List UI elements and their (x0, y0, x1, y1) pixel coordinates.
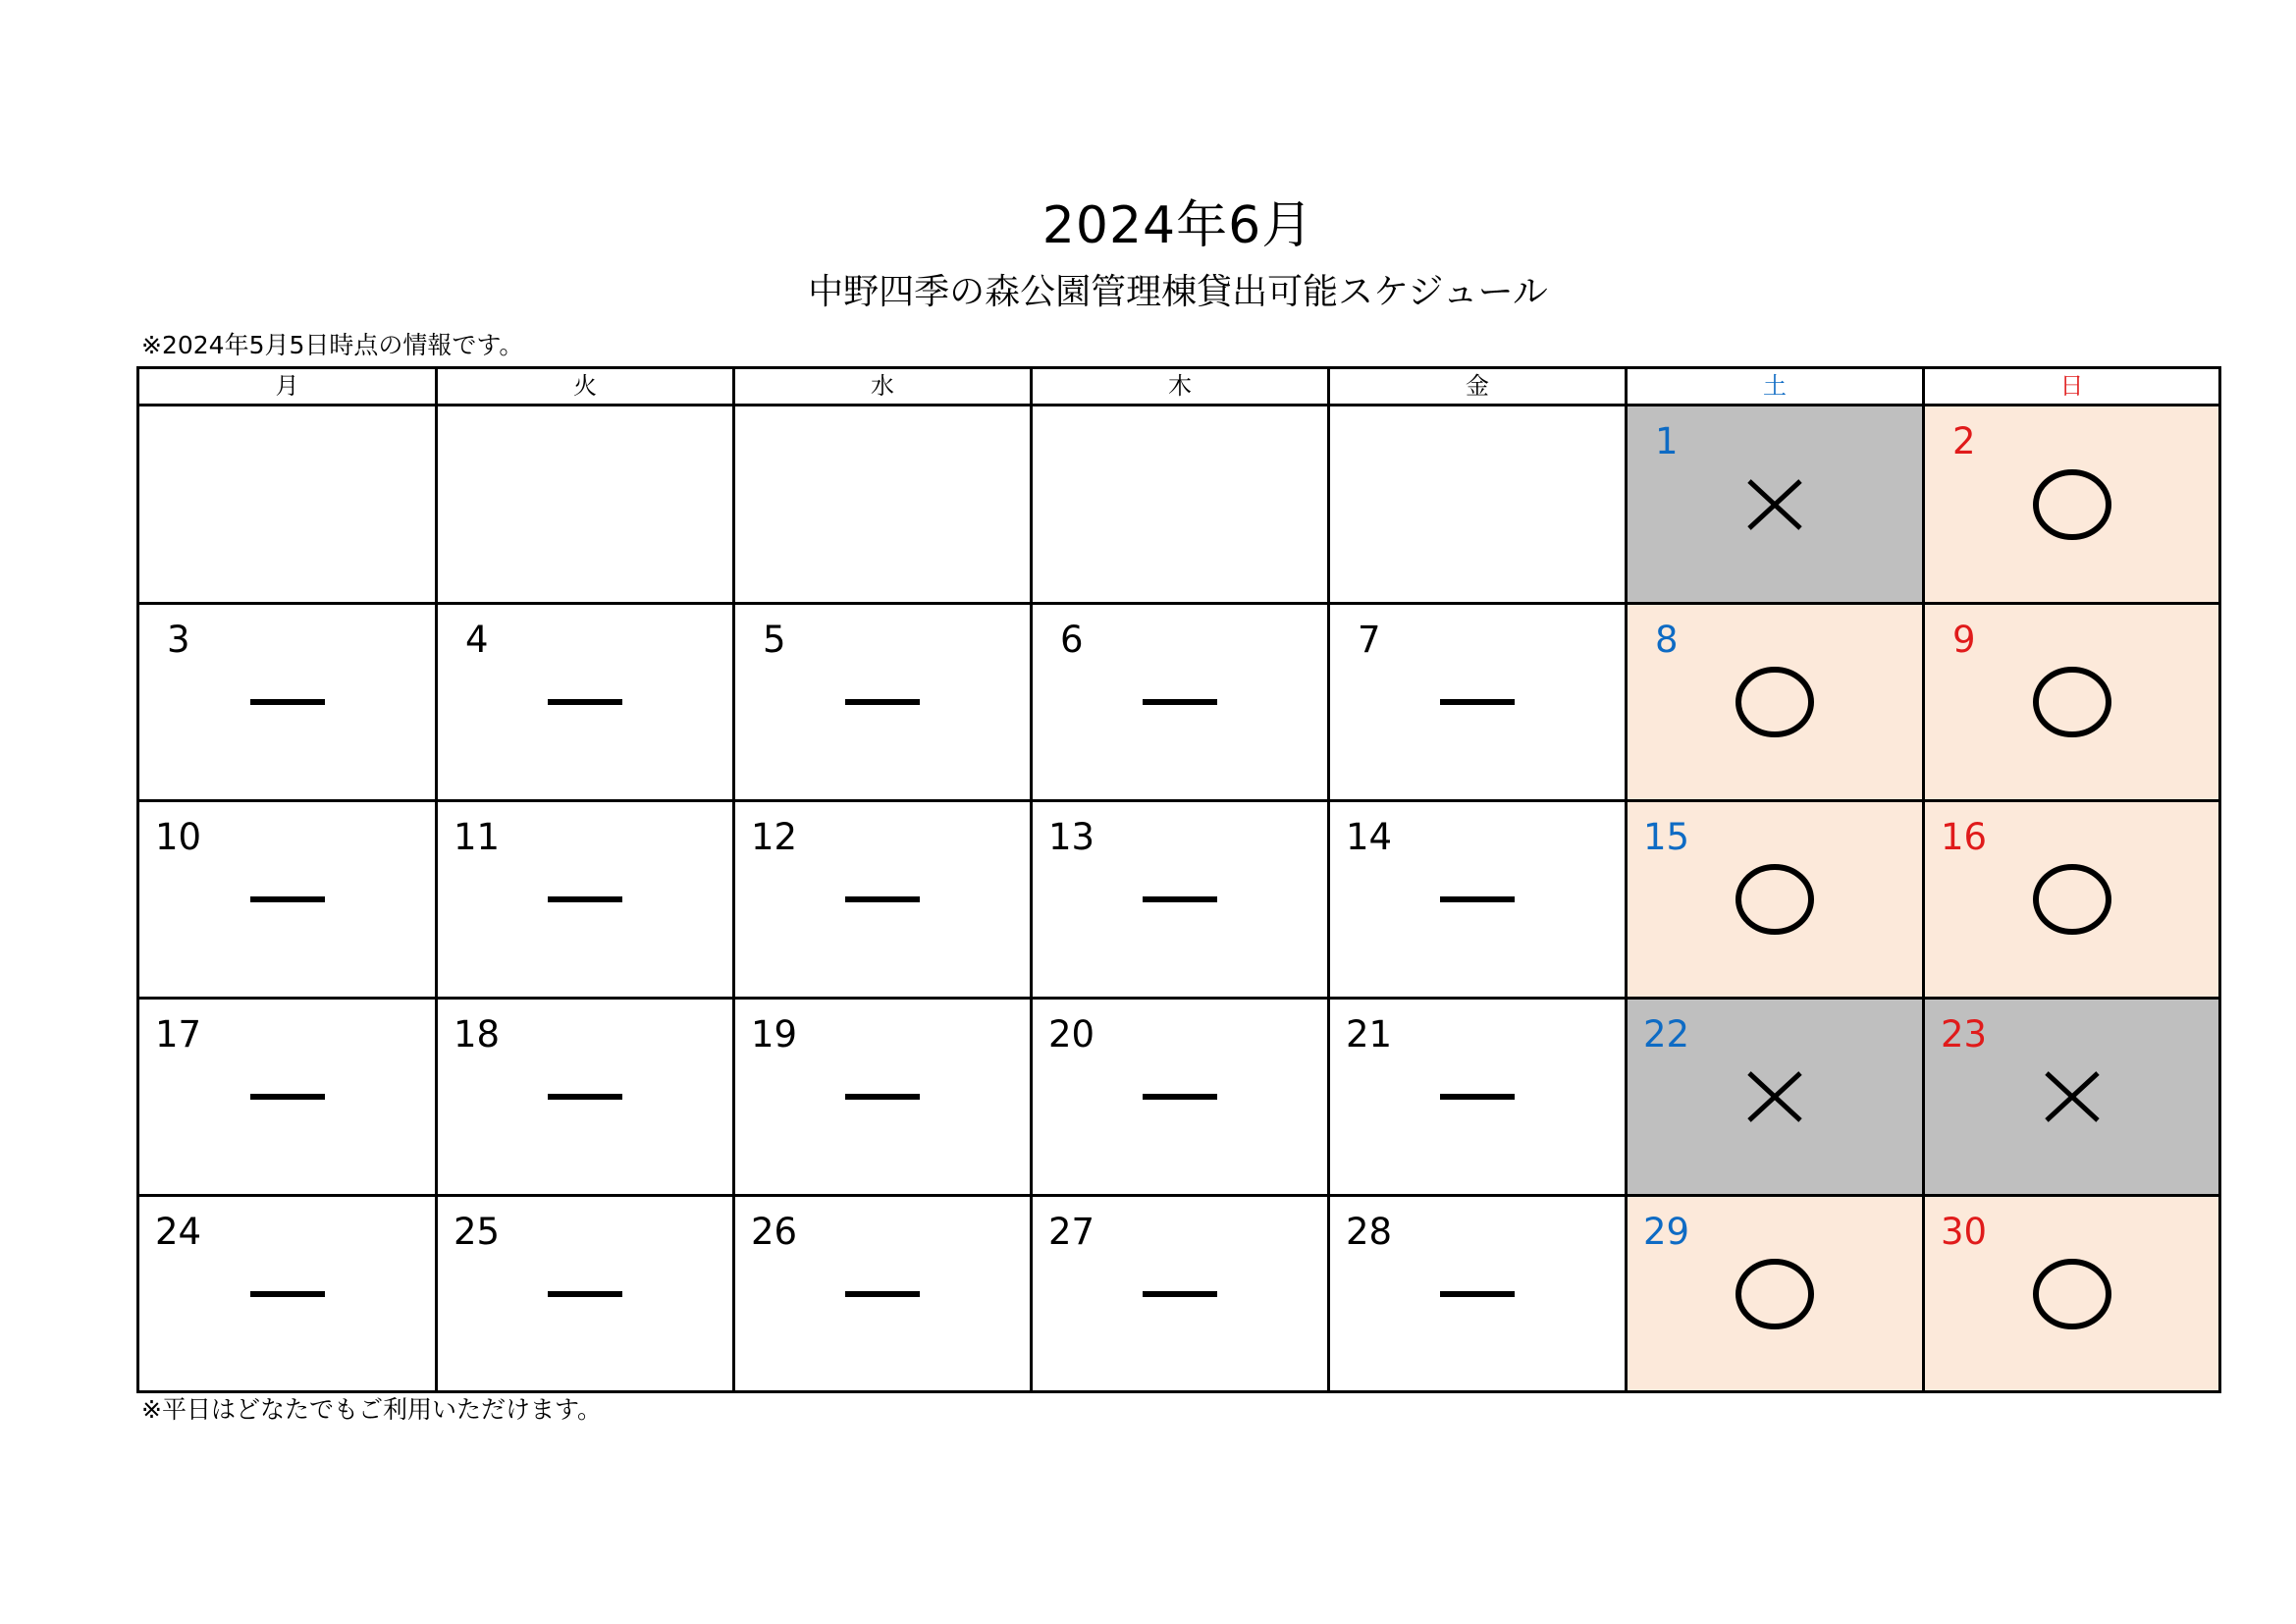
day-cell-21 (1330, 1000, 1628, 1197)
dash-weekday-icon (735, 605, 1030, 799)
dash-weekday-icon (1033, 605, 1327, 799)
dash-weekday-icon (1033, 1000, 1327, 1194)
day-number: 11 (454, 816, 501, 858)
day-cell-7 (1330, 605, 1628, 802)
day-number: 8 (1655, 619, 1679, 661)
day-cell-8 (1628, 605, 1925, 802)
day-cell-1 (1628, 406, 1925, 605)
empty-day-cell (735, 406, 1033, 605)
dash-weekday-icon (139, 605, 435, 799)
day-number: 25 (454, 1211, 501, 1253)
day-number: 12 (751, 816, 798, 858)
day-cell-28 (1330, 1197, 1628, 1390)
day-number: 30 (1941, 1211, 1988, 1253)
empty-day-cell (438, 406, 735, 605)
day-number: 1 (1655, 420, 1679, 462)
circle-available-icon (1925, 406, 2218, 602)
day-number: 13 (1048, 816, 1095, 858)
dash-weekday-icon (1330, 1000, 1625, 1194)
dash-weekday-icon (1330, 605, 1625, 799)
day-cell-14 (1330, 802, 1628, 1000)
empty-day-cell (139, 406, 438, 605)
day-cell-11 (438, 802, 735, 1000)
calendar-grid (136, 366, 2221, 1393)
dash-weekday-icon (735, 1197, 1030, 1390)
day-cell-24 (139, 1197, 438, 1390)
info-date-note: ※2024年5月5日時点の情報です。 (141, 331, 524, 359)
day-cell-29 (1628, 1197, 1925, 1390)
circle-available-icon (1925, 605, 2218, 799)
circle-available-icon (1628, 1197, 1922, 1390)
day-cell-15 (1628, 802, 1925, 1000)
day-number: 29 (1643, 1211, 1690, 1253)
day-cell-23 (1925, 1000, 2218, 1197)
day-cell-17 (139, 1000, 438, 1197)
circle-available-icon (1925, 1197, 2218, 1390)
day-number: 6 (1060, 619, 1084, 661)
day-number: 28 (1346, 1211, 1393, 1253)
day-number: 4 (465, 619, 489, 661)
day-number: 19 (751, 1013, 798, 1056)
dash-weekday-icon (438, 605, 732, 799)
dash-weekday-icon (139, 1000, 435, 1194)
day-cell-10 (139, 802, 438, 1000)
dash-weekday-icon (1033, 1197, 1327, 1390)
circle-available-icon (1628, 605, 1922, 799)
dash-weekday-icon (139, 1197, 435, 1390)
dash-weekday-icon (1033, 802, 1327, 997)
dash-weekday-icon (735, 1000, 1030, 1194)
weekday-header-mon: 月 (139, 369, 438, 406)
day-number: 7 (1358, 619, 1381, 661)
day-cell-20 (1033, 1000, 1330, 1197)
day-cell-5 (735, 605, 1033, 802)
day-number: 10 (155, 816, 202, 858)
day-cell-3 (139, 605, 438, 802)
weekday-header-thu: 木 (1033, 369, 1330, 406)
day-number: 18 (454, 1013, 501, 1056)
day-cell-2 (1925, 406, 2218, 605)
cross-unavailable-icon (1628, 406, 1922, 602)
day-cell-13 (1033, 802, 1330, 1000)
empty-day-cell (1033, 406, 1330, 605)
day-number: 20 (1048, 1013, 1095, 1056)
day-number: 17 (155, 1013, 202, 1056)
dash-weekday-icon (735, 802, 1030, 997)
dash-weekday-icon (438, 802, 732, 997)
day-cell-16 (1925, 802, 2218, 1000)
day-cell-9 (1925, 605, 2218, 802)
day-cell-25 (438, 1197, 735, 1390)
page-subtitle: 中野四季の森公園管理棟貸出可能スケジュール (808, 272, 1548, 312)
day-number: 5 (763, 619, 786, 661)
day-cell-27 (1033, 1197, 1330, 1390)
day-number: 9 (1952, 619, 1976, 661)
day-cell-30 (1925, 1197, 2218, 1390)
dash-weekday-icon (139, 802, 435, 997)
day-cell-6 (1033, 605, 1330, 802)
cross-unavailable-icon (1628, 1000, 1922, 1194)
weekday-header-tue: 火 (438, 369, 735, 406)
day-number: 27 (1048, 1211, 1095, 1253)
day-number: 24 (155, 1211, 202, 1253)
dash-weekday-icon (438, 1197, 732, 1390)
weekday-header-sat: 土 (1628, 369, 1925, 406)
day-number: 15 (1643, 816, 1690, 858)
empty-day-cell (1330, 406, 1628, 605)
page-title: 2024年6月 (1041, 196, 1314, 255)
dash-weekday-icon (1330, 1197, 1625, 1390)
day-number: 26 (751, 1211, 798, 1253)
day-cell-4 (438, 605, 735, 802)
day-cell-19 (735, 1000, 1033, 1197)
dash-weekday-icon (438, 1000, 732, 1194)
day-cell-22 (1628, 1000, 1925, 1197)
cross-unavailable-icon (1925, 1000, 2218, 1194)
circle-available-icon (1628, 802, 1922, 997)
weekday-header-wed: 水 (735, 369, 1033, 406)
day-number: 14 (1346, 816, 1393, 858)
dash-weekday-icon (1330, 802, 1625, 997)
weekday-header-sun: 日 (1925, 369, 2218, 406)
day-number: 21 (1346, 1013, 1393, 1056)
day-number: 22 (1643, 1013, 1690, 1056)
day-cell-26 (735, 1197, 1033, 1390)
day-number: 2 (1952, 420, 1976, 462)
weekday-usage-note: ※平日はどなたでもご利用いただけます。 (141, 1395, 602, 1424)
day-number: 3 (167, 619, 190, 661)
day-number: 23 (1941, 1013, 1988, 1056)
day-cell-18 (438, 1000, 735, 1197)
day-number: 16 (1941, 816, 1988, 858)
weekday-header-fri: 金 (1330, 369, 1628, 406)
day-cell-12 (735, 802, 1033, 1000)
circle-available-icon (1925, 802, 2218, 997)
